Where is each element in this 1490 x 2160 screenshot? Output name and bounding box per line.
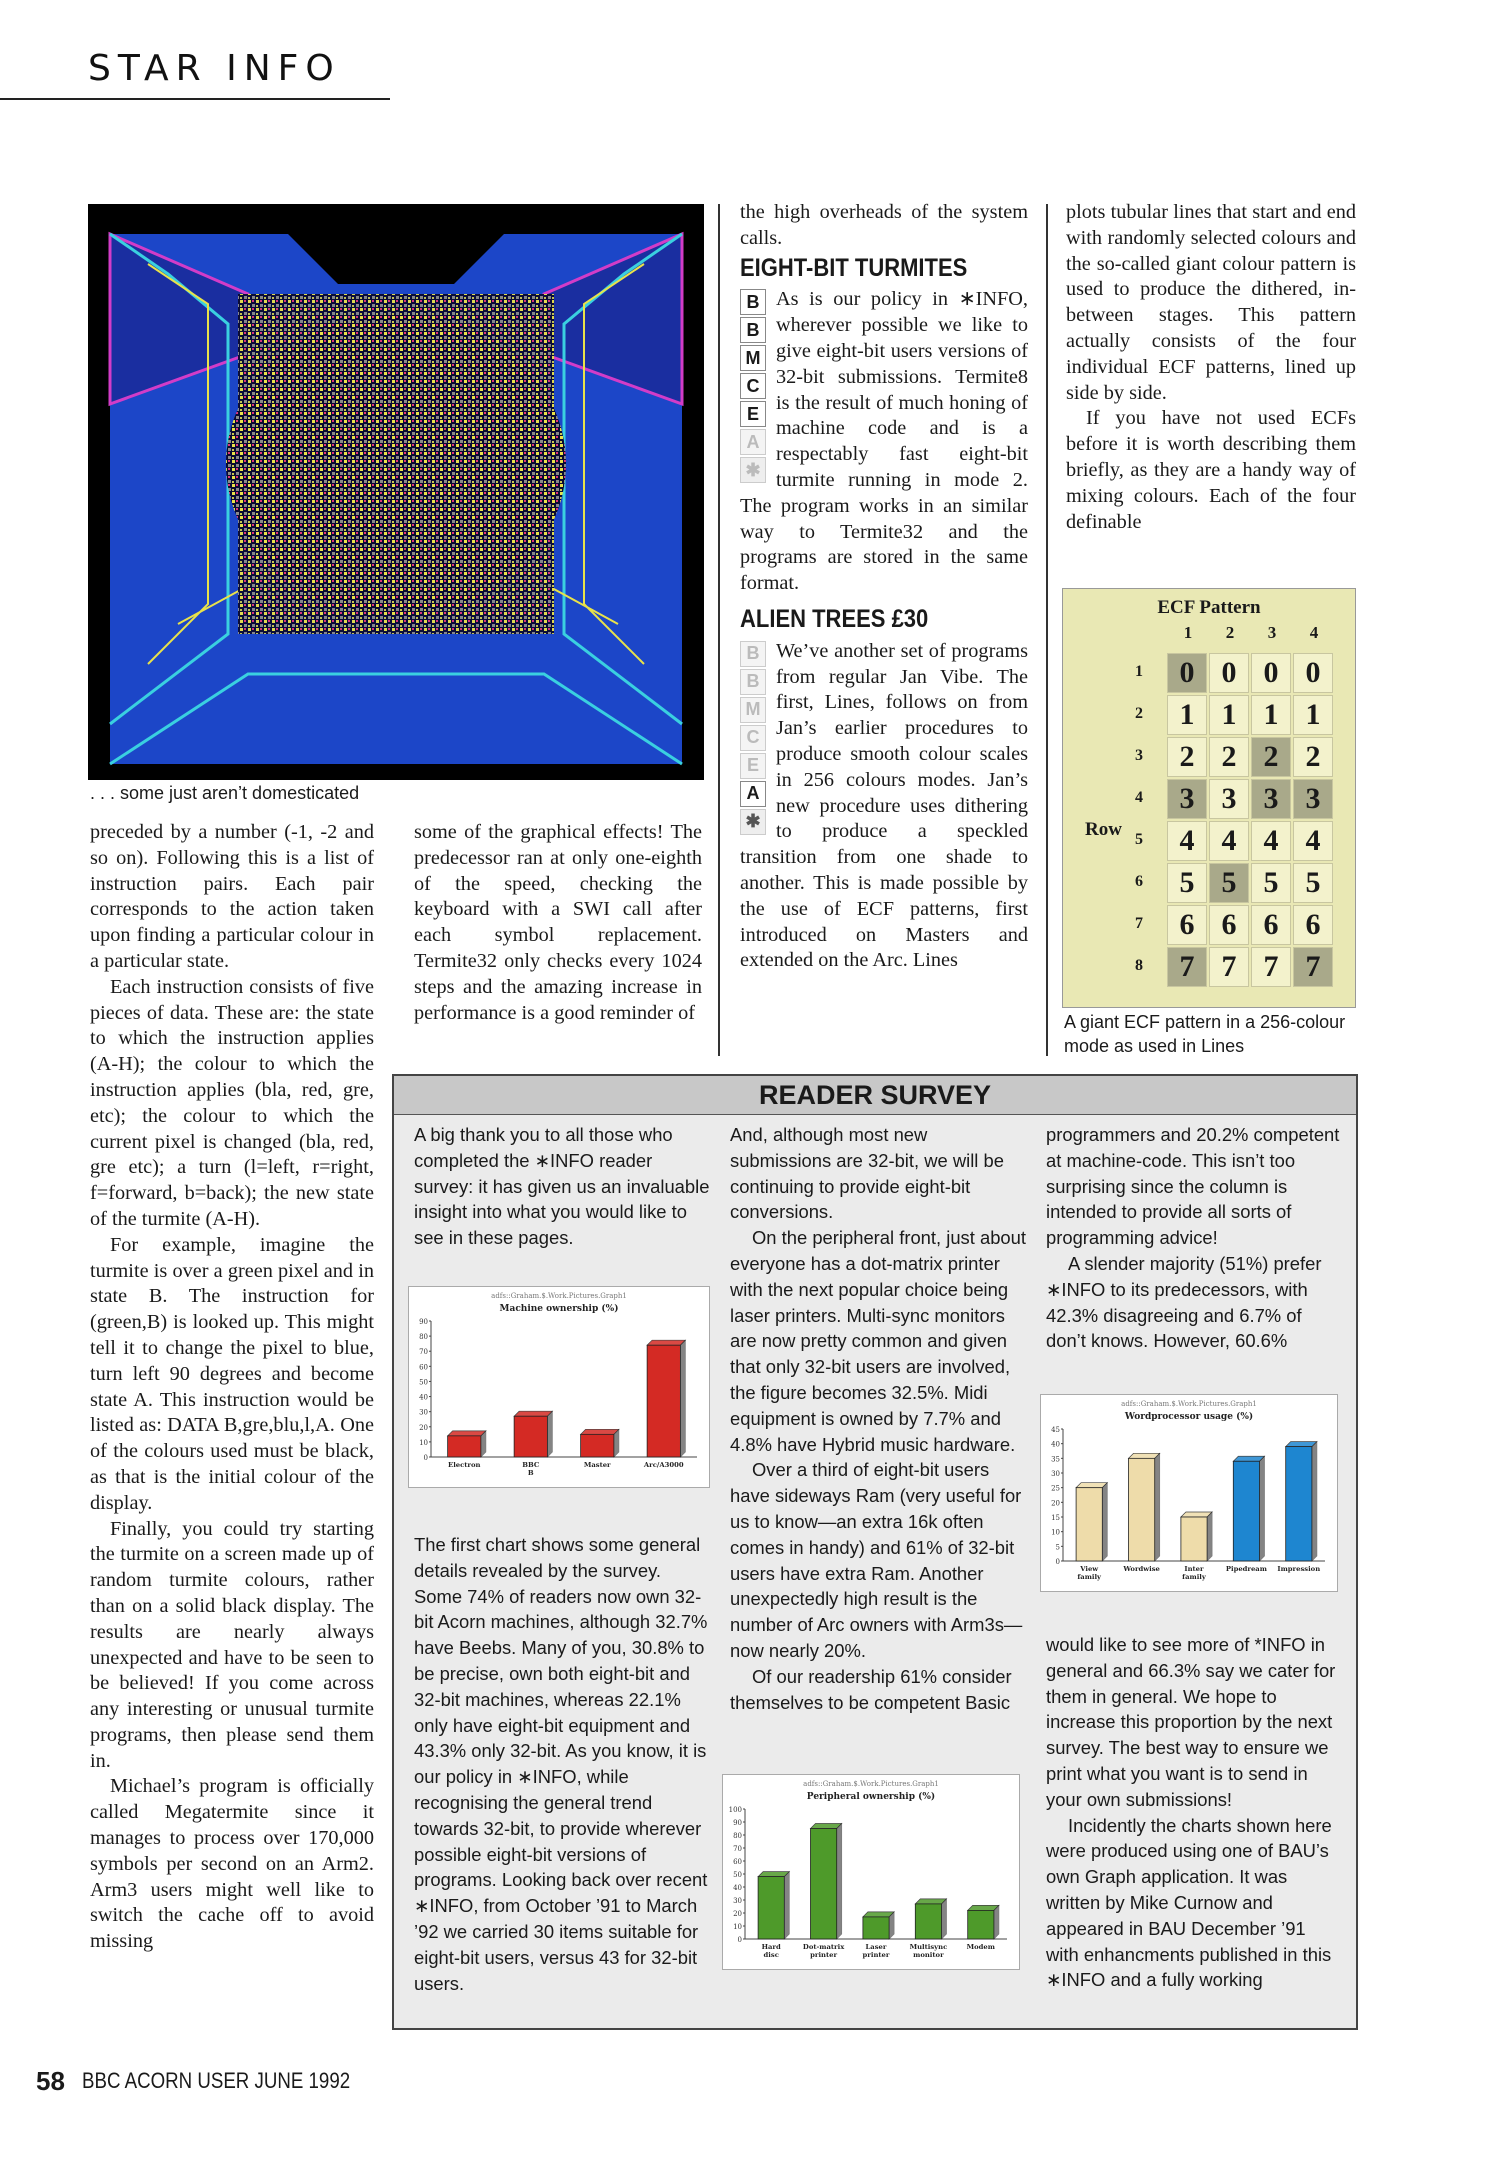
ecf-cell: 5: [1209, 863, 1249, 903]
article-column-1: [90, 820, 374, 1955]
turmite-screenshot: [88, 204, 704, 780]
chart-wordprocessor-usage: [1040, 1394, 1338, 1592]
ecf-cell: 7: [1209, 947, 1249, 987]
ecf-cell: 6: [1251, 905, 1291, 945]
chart-bar-side: [1260, 1456, 1265, 1561]
turmite-pattern-graphic: [88, 204, 704, 780]
chart-y-tick-label: 50: [419, 1378, 428, 1387]
chart-bar-side: [784, 1872, 789, 1939]
chart-y-tick-label: 80: [733, 1832, 742, 1840]
chart-y-tick-label: 40: [1051, 1440, 1060, 1449]
ecf-row-number: 2: [1135, 705, 1143, 722]
ecf-row-number: 8: [1135, 957, 1143, 974]
chart-bar-side: [889, 1912, 894, 1939]
ecf-row-number: 3: [1135, 747, 1143, 764]
col1-para-5: Michael’s program is officially called Megatermite since it manages to process over 170,000 symbols per second on an Arm2. Arm3 users might well like to switch the cache off to avoid missing: [90, 1775, 374, 1953]
chart-x-label: Inter: [1184, 1565, 1204, 1573]
ecf-caption: A giant ECF pattern in a 256-colour mode as used in Lines: [1064, 1012, 1346, 1056]
chart-y-tick-label: 10: [733, 1923, 742, 1931]
chart-bar-top: [448, 1431, 486, 1436]
ecf-cell: 3: [1293, 779, 1333, 819]
reader-survey-panel: [392, 1074, 1358, 2030]
chart-y-tick-label: 15: [1051, 1514, 1060, 1522]
chart-y-tick-label: 50: [733, 1871, 742, 1879]
chart-y-tick-label: 20: [733, 1910, 742, 1918]
ecf-pattern-figure: [1062, 588, 1356, 1008]
chart-y-tick-label: 35: [1051, 1455, 1060, 1464]
chart-y-tick-label: 5: [1055, 1543, 1060, 1552]
chart-bar: [514, 1416, 547, 1457]
survey-col3-bottom: [1046, 1632, 1342, 1993]
chart-bar: [758, 1877, 784, 1939]
ecf-cell: 5: [1251, 863, 1291, 903]
chart-bar: [1181, 1517, 1207, 1561]
ecf-row-number: 6: [1135, 873, 1143, 890]
chart-x-label: family: [1182, 1573, 1206, 1581]
chart-peripheral-ownership-svg: [723, 1775, 1019, 1969]
master-icon: M: [740, 697, 766, 723]
archimedes-icon: A: [740, 781, 766, 807]
ecf-col-label: 3: [1267, 623, 1277, 642]
bbc-b-plus-icon: B: [740, 317, 766, 343]
chart-y-tick-label: 70: [733, 1845, 742, 1853]
article-column-4: [1066, 200, 1356, 535]
ecf-cell: 3: [1209, 779, 1249, 819]
chart-y-tick-label: 70: [419, 1348, 428, 1357]
chart-bar-side: [614, 1429, 619, 1457]
chart-y-tick-label: 45: [1051, 1426, 1060, 1434]
chart-x-label: Hard: [761, 1943, 781, 1951]
chart-y-tick-label: 0: [737, 1936, 742, 1944]
chart-y-tick-label: 60: [419, 1363, 428, 1372]
chart-bar: [1233, 1461, 1259, 1561]
chart-peripheral-ownership: [722, 1774, 1020, 1970]
survey-title: READER SURVEY: [394, 1076, 1356, 1115]
survey-col1-para-top: A big thank you to all those who completed the ∗INFO reader survey: it has given us an invaluable insight into what you would like to see in these pages.: [414, 1124, 710, 1249]
chart-bar: [1129, 1458, 1155, 1561]
col3-para-1: As is our policy in ∗INFO, wherever possible we like to give eight-bit users versions of 32-bit submissions. Termite8 is the result of much honing of machine code and is a respectably fast eight-bit turmite running in mode 2. The program works in an similar way to Termite32 and the programs are stored in the same format.: [740, 288, 1028, 595]
chart-window-title: adfs::Graham.$.Work.Pictures.Graph1: [491, 1292, 627, 1300]
chart-bar: [448, 1436, 481, 1457]
ecf-cell: 1: [1251, 695, 1291, 735]
survey-col3-para-1: programmers and 20.2% competent at machine-code. This isn’t too surprising since the column is intended to provide all sorts of programming advice!: [1046, 1124, 1340, 1249]
chart-x-label: monitor: [913, 1951, 944, 1959]
chart-bar: [1286, 1447, 1312, 1561]
ecf-row-number: 5: [1135, 831, 1143, 848]
chart-y-tick-label: 90: [733, 1819, 742, 1827]
chart-x-label: View: [1080, 1565, 1099, 1573]
ecf-cell: 4: [1251, 821, 1291, 861]
column-rule: [718, 204, 720, 1056]
chart-bar-side: [680, 1340, 685, 1457]
chart-x-label: Wordwise: [1123, 1565, 1160, 1573]
chart-y-tick-label: 30: [419, 1408, 428, 1417]
survey-col2-para-4: Of our readership 61% consider themselves to be competent Basic: [730, 1665, 1012, 1713]
ecf-cell: 7: [1251, 947, 1291, 987]
chart-x-label: Master: [583, 1461, 611, 1469]
ecf-cell: 4: [1167, 821, 1207, 861]
ecf-cell: 1: [1167, 695, 1207, 735]
heading-eight-bit-turmites: EIGHT-BIT TURMITES: [740, 253, 968, 282]
chart-y-tick-label: 60: [733, 1858, 742, 1866]
star-icon: ✱: [740, 457, 766, 483]
chart-bar-side: [1207, 1512, 1212, 1561]
chart-bar: [581, 1434, 614, 1457]
electron-icon: E: [740, 753, 766, 779]
ecf-cell: 4: [1209, 821, 1249, 861]
ecf-cell: 0: [1209, 653, 1249, 693]
chart-bar: [1076, 1488, 1102, 1561]
image-caption: . . . some just aren’t domesticated: [90, 783, 360, 803]
chart-bar-side: [1312, 1442, 1317, 1561]
machine-icons-2: [740, 641, 772, 837]
chart-x-label: Pipedream: [1225, 1565, 1267, 1573]
chart-bar: [811, 1829, 837, 1940]
ecf-col-label: 1: [1183, 623, 1193, 642]
chart-x-label: family: [1077, 1573, 1102, 1581]
chart-bar: [915, 1904, 941, 1939]
chart-y-tick-label: 100: [728, 1806, 742, 1814]
col3-para-2: We’ve another set of programs from regular Jan Vibe. The first, Lines, follows on from Jan’s earlier procedures to produce smooth colour scales in 256 colours modes. Jan’s new procedure uses dithering to produce a speckled transition from one shade to another. This is made possible by the use of ECF patterns, first introduced on Masters and extended on the Arc. Lines: [740, 639, 1028, 972]
article-column-2: [414, 820, 702, 1026]
chart-x-label: Laser: [865, 1943, 887, 1951]
ecf-row-number: 7: [1135, 915, 1143, 932]
chart-y-tick-label: 0: [1055, 1558, 1060, 1566]
ecf-row-number: 4: [1135, 789, 1143, 806]
ecf-cell: 0: [1251, 653, 1291, 693]
ecf-cell: 4: [1293, 821, 1333, 861]
ecf-row-number: 1: [1135, 663, 1143, 680]
survey-col3-top: [1046, 1122, 1342, 1354]
chart-bar-top: [581, 1429, 619, 1434]
chart-machine-ownership: [408, 1286, 710, 1488]
machine-icons-1: [740, 289, 772, 485]
ecf-row-label: Row: [1085, 819, 1122, 840]
col1-para-2: Each instruction consists of five pieces of data. These are: the state to which the instruction applies (A-H); the colour to which the instruction applies (bla, red, gre, etc); the colour to which the current pixel is changed (bla, red, gre etc); a turn (l=left, r=right, f=forward, b=back); the new state of the turmite (A-H).: [90, 975, 374, 1230]
survey-col3-para-2: A slender majority (51%) prefer ∗INFO to its predecessors, with 42.3% disagreeing and 6.7% of don’t knows. However, 60.6%: [1046, 1252, 1322, 1352]
ecf-cell: 6: [1209, 905, 1249, 945]
ecf-cell: 2: [1293, 737, 1333, 777]
chart-x-label: Impression: [1277, 1565, 1321, 1573]
col1-para-1: preceded by a number (-1, -2 and so on). Following this is a list of instruction pairs. Each pair corresponds to the action taken upon finding a particular colour in a particular state.: [90, 821, 374, 972]
footer-text: BBC ACORN USER JUNE 1992: [82, 2068, 351, 2093]
chart-x-label: Multisync: [909, 1943, 948, 1951]
chart-window-title: adfs::Graham.$.Work.Pictures.Graph1: [1121, 1400, 1257, 1408]
chart-y-tick-label: 25: [1051, 1484, 1060, 1493]
survey-col1-para-bottom: The first chart shows some general details revealed by the survey. Some 74% of readers now own 32-bit Acorn machines, although 32.7% have Beebs. Many of you, 30.8% to be precise, own both eight-bit and 32-bit machines, whereas 22.1% only have eight-bit equipment and 43.3% only 32-bit. As you know, it is our policy in ∗INFO, while recognising the general trend towards 32-bit, to provide wherever possible eight-bit versions of programs. Looking back over recent ∗INFO, from October ’91 to March ’92 we carried 30 items suitable for eight-bit users, versus 43 for 32-bit users.: [414, 1534, 708, 1994]
chart-bar-side: [547, 1411, 552, 1457]
section-header: STAR INFO: [88, 48, 341, 89]
ecf-col-label: 4: [1309, 623, 1319, 642]
chart-wordprocessor-usage-svg: [1041, 1395, 1337, 1591]
col3-intro: the high overheads of the system calls.: [740, 201, 1028, 249]
heading-alien-trees: ALIEN TREES £30: [740, 604, 929, 633]
chart-bar-side: [942, 1899, 947, 1939]
chart-x-label: Dot-matrix: [802, 1943, 845, 1951]
compact-icon: C: [740, 725, 766, 751]
chart-y-tick-label: 30: [1051, 1470, 1060, 1478]
ecf-cell: 6: [1293, 905, 1333, 945]
chart-y-tick-label: 90: [419, 1318, 428, 1326]
star-icon: ✱: [740, 809, 766, 835]
chart-bar-side: [1102, 1483, 1107, 1561]
col1-para-3: For example, imagine the turmite is over a green pixel and in state B. The instruction for (green,B) is looked up. This might tell it to change the pixel to blue, turn left 90 degrees and become state A. This instruction would be listed as: DATA B,gre,blu,l,A. One of the colours used must be black, as that is the initial colour of the display.: [90, 1233, 374, 1514]
archimedes-icon: A: [740, 429, 766, 455]
chart-bar-side: [837, 1824, 842, 1940]
chart-bar: [863, 1917, 889, 1939]
compact-icon: C: [740, 373, 766, 399]
chart-y-tick-label: 10: [1051, 1528, 1060, 1537]
ecf-cell: 7: [1167, 947, 1207, 987]
ecf-cell: 5: [1167, 863, 1207, 903]
ecf-cell: 2: [1251, 737, 1291, 777]
article-column-3: [740, 200, 1028, 974]
chart-bar: [968, 1910, 994, 1939]
col4-para-1: plots tubular lines that start and end with randomly selected colours and the so-called giant colour pattern is used to produce the dithered, in-between stages. This pattern actually consists of the four individual ECF patterns, lined up side by side.: [1066, 201, 1356, 404]
chart-bar: [647, 1345, 680, 1457]
col2-para-1: some of the graphical effects! The predecessor ran at only one-eighth of the speed, checking the keyboard with a SWI call after each symbol replacement. Termite32 only checks every 1024 steps and the amazing increase in performance is a good reminder of: [414, 821, 702, 1024]
page-number: 58: [36, 2066, 65, 2096]
chart-y-tick-label: 30: [733, 1897, 742, 1905]
chart-x-label: B: [527, 1469, 534, 1477]
col4-para-2: If you have not used ECFs before it is worth describing them briefly, as they are a handy way of mixing colours. Each of the four definable: [1066, 407, 1356, 533]
ecf-cell: 0: [1293, 653, 1333, 693]
chart-x-label: printer: [810, 1951, 838, 1959]
survey-col2-para-2: On the peripheral front, just about everyone has a dot-matrix printer with the next popular choice being laser printers. Multi-sync monitors are now pretty common and given that only 32-bit users are involved, the figure becomes 32.5%. Midi equipment is owned by 7.7% and 4.8% have Hybrid music hardware.: [730, 1227, 1026, 1455]
survey-col3-para-3: would like to see more of *INFO in general and 66.3% say we cater for them in general. We hope to increase this proportion by the next survey. The best way to ensure we print what you want is to send in your own submissions!: [1046, 1634, 1336, 1810]
chart-y-tick-label: 80: [419, 1333, 428, 1342]
ecf-cell: 3: [1251, 779, 1291, 819]
bbc-b-icon: B: [740, 641, 766, 667]
chart-bar-top: [647, 1340, 685, 1345]
col1-para-4: Finally, you could try starting the turmite on a screen made up of random turmite colours, rather than on a solid black display. The results are nearly always unexpected and have to be seen to be believed! If you come across any interesting or unusual turmite programs, then please send them in.: [90, 1517, 374, 1772]
ecf-cell: 7: [1293, 947, 1333, 987]
ecf-cell: 6: [1167, 905, 1207, 945]
survey-col2: [730, 1122, 1028, 1715]
ecf-cell: 5: [1293, 863, 1333, 903]
survey-col2-para-3: Over a third of eight-bit users have sideways Ram (very useful for us to know—an extra 16k often comes in handy) and 61% of 32-bit users have extra Ram. Another unexpectedly high result is the number of Arc owners with Arm3s—now nearly 20%.: [730, 1459, 1023, 1661]
chart-y-tick-label: 10: [419, 1438, 428, 1447]
chart-x-label: printer: [862, 1951, 890, 1959]
master-icon: M: [740, 345, 766, 371]
header-rule: [0, 98, 390, 100]
ecf-cell: 2: [1209, 737, 1249, 777]
electron-icon: E: [740, 401, 766, 427]
survey-col2-para-1: And, although most new submissions are 32-bit, we will be continuing to provide eight-bit conversions.: [730, 1124, 1004, 1223]
bbc-b-plus-icon: B: [740, 669, 766, 695]
ecf-col-label: 2: [1225, 623, 1235, 642]
chart-y-tick-label: 20: [419, 1423, 428, 1432]
chart-bar-top: [514, 1411, 552, 1416]
chart-x-label: Electron: [448, 1461, 481, 1469]
chart-x-label: BBC: [522, 1461, 540, 1469]
ecf-title: ECF Pattern: [1157, 597, 1261, 618]
ecf-cell: 0: [1167, 653, 1207, 693]
ecf-cell: 3: [1167, 779, 1207, 819]
chart-x-label: Arc/A3000: [643, 1461, 684, 1469]
chart-title: Wordprocessor usage (%): [1124, 1412, 1254, 1422]
chart-y-tick-label: 20: [1051, 1499, 1060, 1508]
chart-window-title: adfs::Graham.$.Work.Pictures.Graph1: [803, 1780, 939, 1788]
survey-col1-bottom: [414, 1532, 712, 1996]
survey-col3-para-4: Incidently the charts shown here were produced using one of BAU’s own Graph application. It was written by Mike Curnow and appeared in BAU December ’91 with enhancments published in this ∗INFO and a fully working: [1046, 1814, 1332, 1991]
chart-machine-ownership-svg: [409, 1287, 709, 1487]
column-rule: [1046, 204, 1048, 1056]
chart-bar-side: [994, 1905, 999, 1939]
chart-x-label: Modem: [966, 1943, 995, 1951]
bbc-b-icon: B: [740, 289, 766, 315]
chart-y-tick-label: 40: [733, 1884, 742, 1892]
chart-bar-side: [1155, 1453, 1160, 1561]
ecf-cell: 2: [1167, 737, 1207, 777]
ecf-cell: 1: [1293, 695, 1333, 735]
chart-x-label: disc: [763, 1951, 779, 1959]
ecf-cell: 1: [1209, 695, 1249, 735]
chart-bar-side: [481, 1431, 486, 1457]
chart-title: Machine ownership (%): [499, 1304, 619, 1314]
chart-y-tick-label: 0: [423, 1454, 428, 1462]
chart-y-tick-label: 40: [419, 1393, 428, 1402]
chart-title: Peripheral ownership (%): [806, 1792, 936, 1802]
survey-col1-top: [414, 1122, 710, 1251]
